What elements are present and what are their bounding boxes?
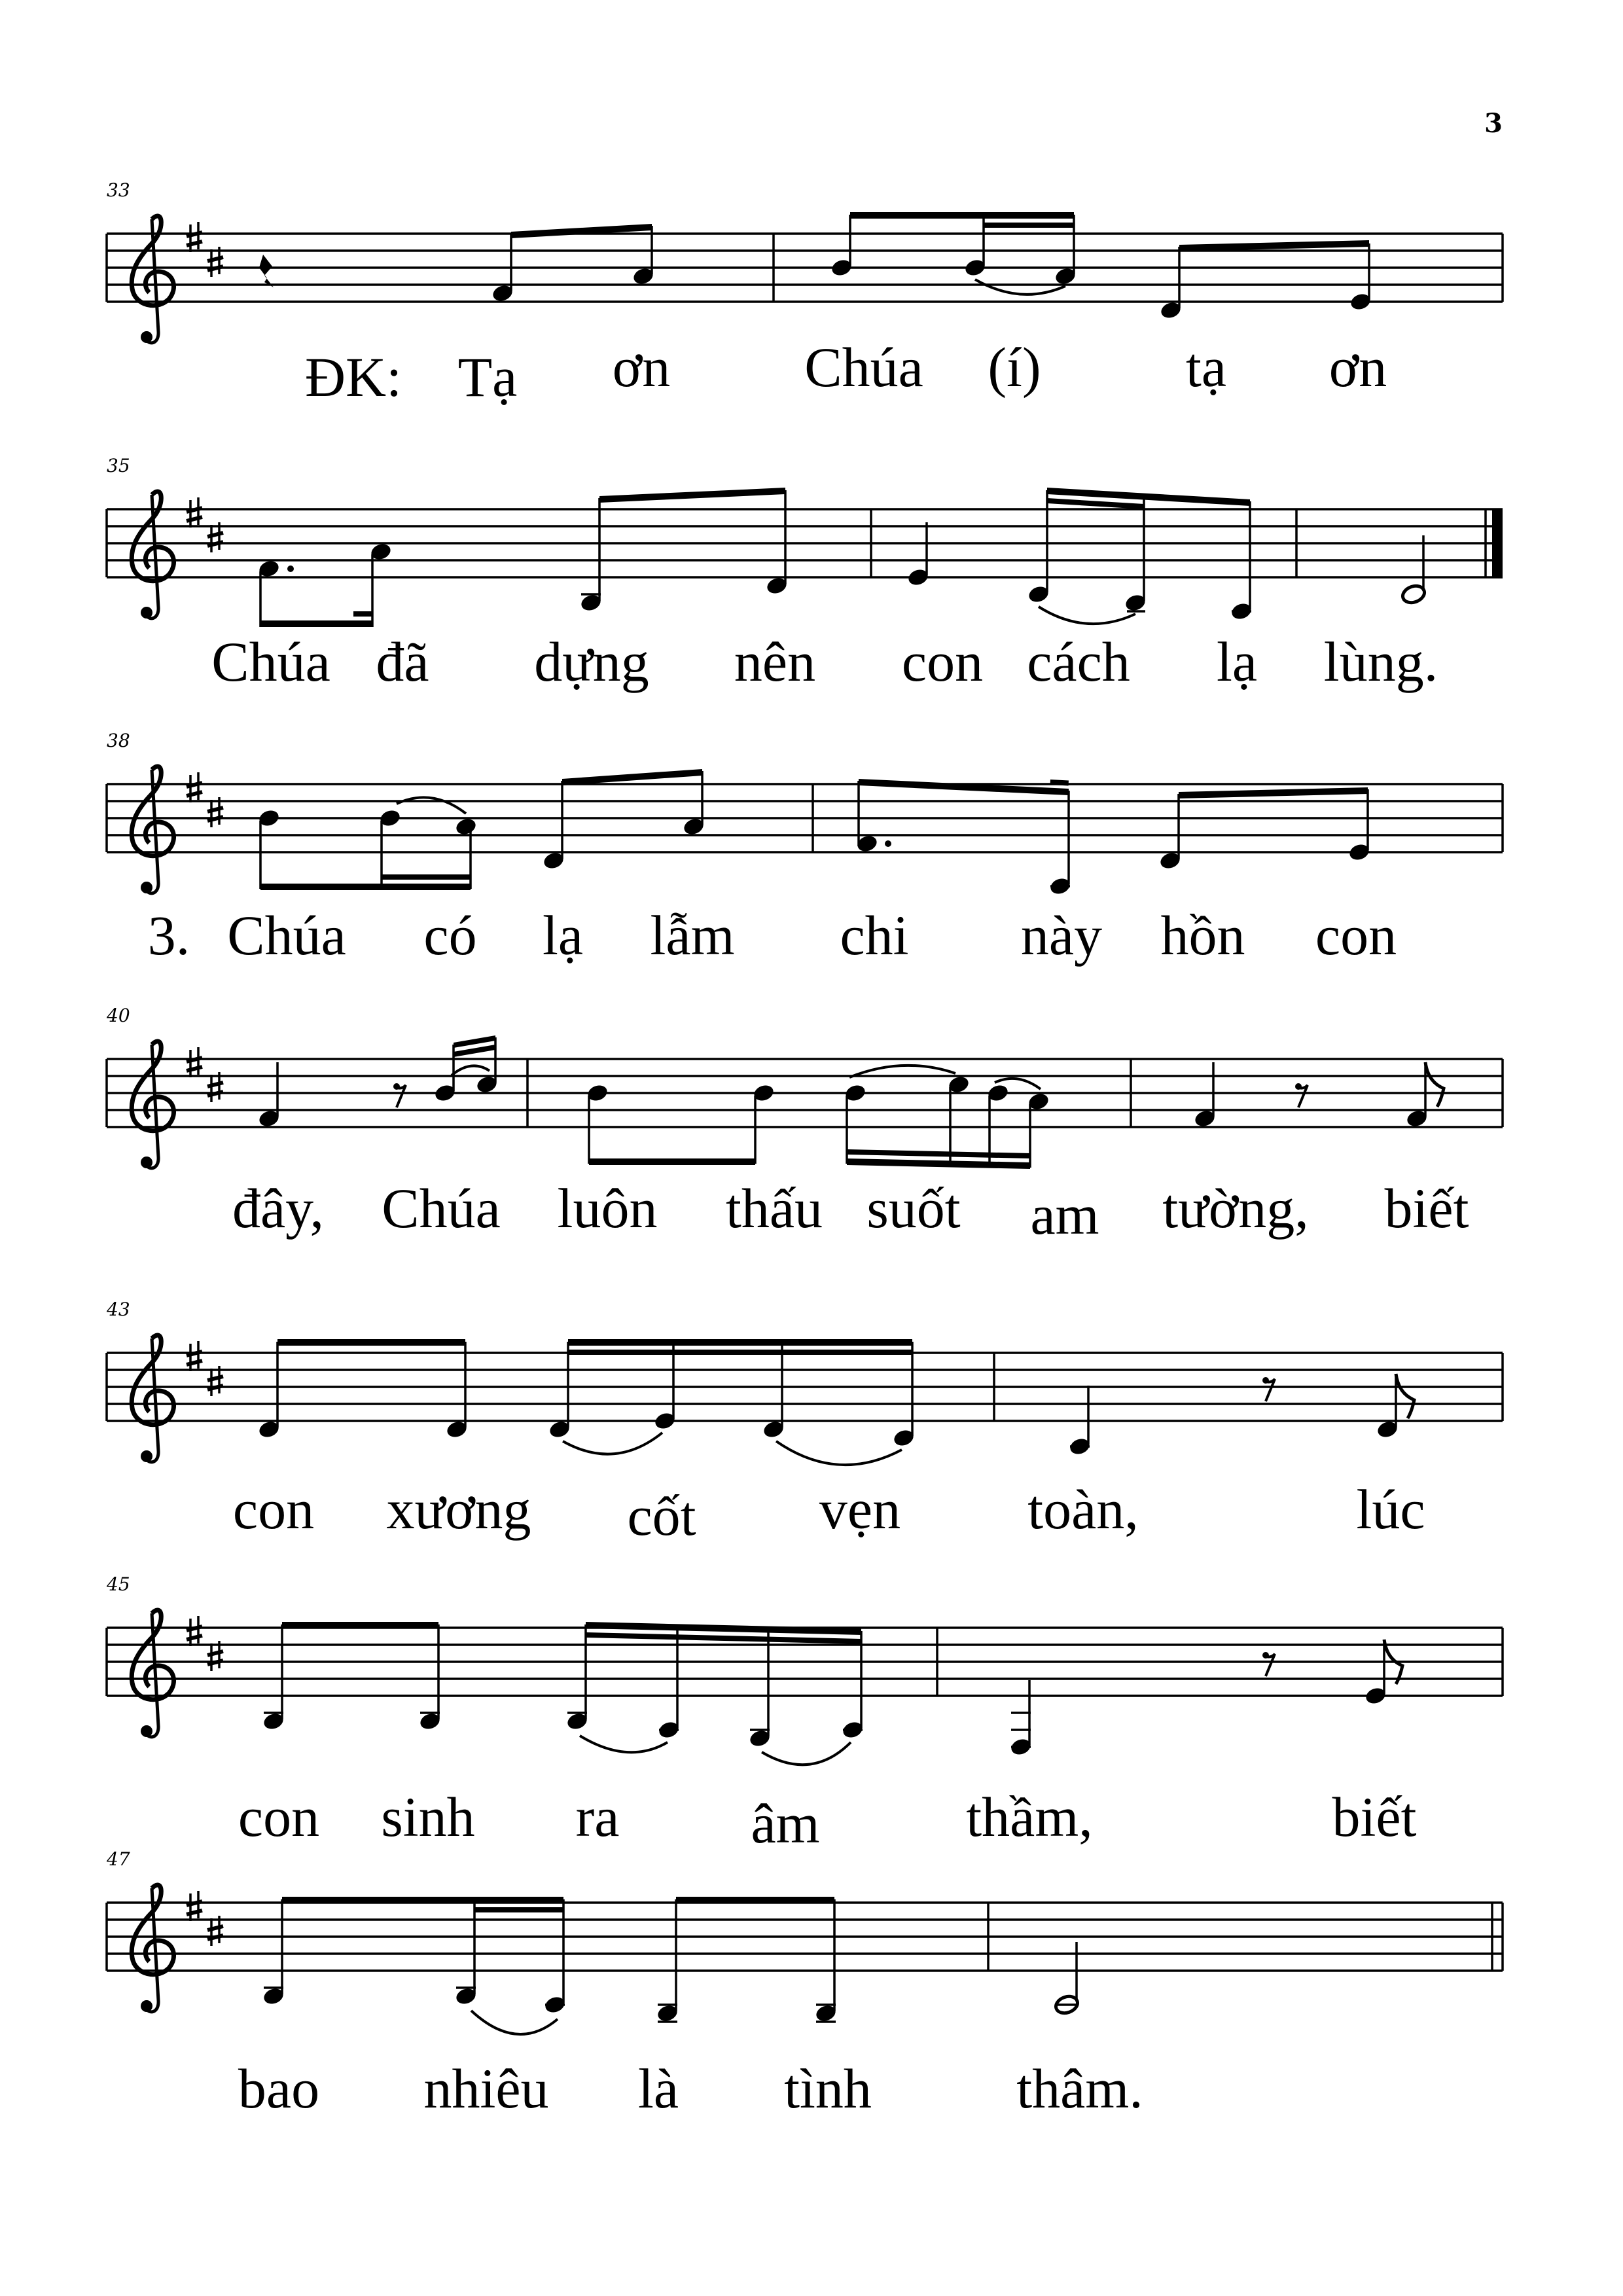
staff-system-5 [106, 1299, 1503, 1465]
lyric-syllable: lạ [542, 904, 584, 967]
lyric-syllable: đây, [232, 1177, 325, 1240]
lyric-syllable: thấu [725, 1177, 823, 1240]
notes [262, 1622, 1402, 1765]
lyrics-system-6 [238, 1785, 1417, 1855]
lyric-syllable: sinh [381, 1785, 475, 1848]
lyric-syllable: ra [575, 1785, 620, 1848]
staff-system-3 [107, 730, 1503, 896]
lyric-syllable: thâm. [1016, 2057, 1143, 2120]
notes [257, 769, 1371, 896]
lyric-syllable: ơn [612, 336, 671, 399]
lyric-syllable: tường, [1162, 1177, 1309, 1240]
measure-number: 38 [107, 730, 130, 751]
lyric-syllable: con [238, 1785, 320, 1848]
lyric-syllable: ơn [1329, 336, 1387, 399]
lyric-syllable: Chúa [804, 336, 923, 399]
lyric-syllable: biết [1332, 1785, 1417, 1848]
notes [257, 1339, 1414, 1465]
treble-clef-icon [132, 766, 173, 893]
lyric-syllable: con [1315, 904, 1397, 967]
final-barline [1492, 509, 1503, 577]
measure-number: 40 [107, 1005, 130, 1026]
lyric-syllable: tạ [1185, 336, 1227, 399]
lyric-syllable: cách [1027, 630, 1130, 693]
staff-system-6 [106, 1573, 1503, 1765]
lyric-syllable: lúc [1356, 1478, 1425, 1541]
lyric-syllable: con [232, 1478, 315, 1541]
treble-clef-icon [132, 1885, 173, 2012]
lyric-syllable: lạ [1216, 630, 1258, 693]
measure-number: 35 [107, 455, 130, 476]
treble-clef-icon [132, 1335, 173, 1462]
lyric-syllable: tình [784, 2057, 872, 2120]
lyric-syllable: thầm, [966, 1785, 1093, 1848]
measure-number: 43 [107, 1299, 130, 1320]
lyric-syllable: hồn [1160, 904, 1245, 967]
lyric-syllable: biết [1384, 1177, 1469, 1240]
notes [257, 1035, 1444, 1169]
lyrics-system-4 [232, 1177, 1469, 1246]
measure-number: 33 [107, 179, 130, 201]
page-number: 3 [1484, 108, 1503, 139]
lyrics-system-7 [238, 2057, 1143, 2120]
lyric-syllable: là [637, 2057, 679, 2120]
lyrics-system-1 [305, 336, 1387, 408]
lyric-syllable: con [901, 630, 984, 693]
lyric-syllable: Chúa [382, 1177, 501, 1240]
lyric-syllable: luôn [557, 1177, 658, 1240]
measure-number: 45 [107, 1573, 130, 1595]
lyric-syllable: dựng [534, 630, 649, 693]
staff-system-4 [106, 1005, 1503, 1169]
lyrics-system-2 [211, 630, 1438, 693]
lyric-syllable: âm [751, 1792, 820, 1855]
lyric-syllable: 3. [147, 904, 190, 967]
lyric-syllable: Tạ [457, 346, 518, 408]
treble-clef-icon [132, 492, 173, 619]
lyric-syllable: Chúa [211, 630, 330, 693]
lyric-syllable: vẹn [819, 1478, 901, 1541]
lyric-syllable: Chúa [227, 904, 346, 967]
lyric-syllable: này [1020, 904, 1103, 967]
lyric-syllable: am [1030, 1183, 1099, 1246]
lyric-syllable: ĐK: [304, 346, 402, 408]
lyric-syllable: chi [840, 904, 909, 967]
treble-clef-icon [132, 1610, 173, 1737]
lyric-syllable: bao [238, 2057, 320, 2120]
lyric-syllable: nên [734, 630, 816, 693]
treble-clef-icon [132, 1041, 173, 1168]
staff-system-2 [107, 455, 1503, 627]
lyric-syllable: lùng. [1323, 630, 1438, 693]
lyrics-system-3 [148, 904, 1397, 967]
lyric-syllable: (í) [988, 336, 1041, 399]
lyric-syllable: toàn, [1027, 1478, 1139, 1541]
measure-number: 47 [107, 1848, 130, 1870]
notes [259, 212, 1372, 320]
lyric-syllable: đã [376, 630, 429, 693]
lyrics-system-5 [233, 1478, 1425, 1547]
staff-system-7 [106, 1848, 1503, 2034]
lyric-syllable: xương [386, 1478, 531, 1541]
lyric-syllable: cốt [627, 1484, 696, 1547]
notes [262, 1897, 1080, 2034]
lyric-syllable: nhiêu [423, 2057, 549, 2120]
lyric-syllable: lẫm [650, 904, 735, 967]
treble-clef-icon [132, 216, 173, 343]
lyric-syllable: suốt [866, 1177, 961, 1240]
lyric-syllable: có [423, 904, 477, 967]
staff-system-1 [107, 179, 1503, 343]
